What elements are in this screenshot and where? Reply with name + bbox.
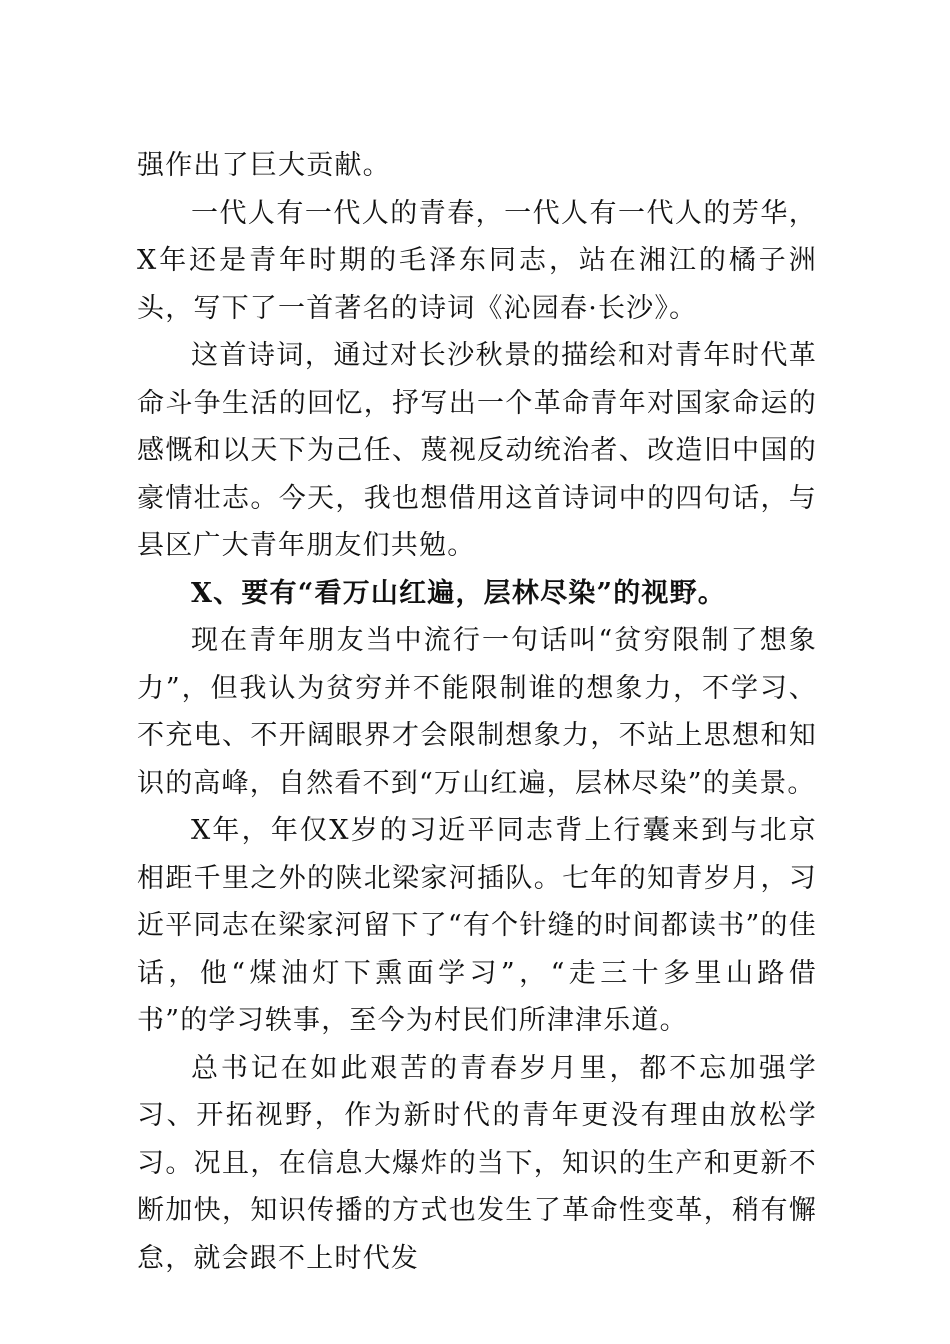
section-heading: X、要有“看万山红遍，层林尽染”的视野。 (191, 577, 727, 609)
paragraph-poem-meaning: 这首诗词，通过对长沙秋景的描绘和对青年时代革命斗争生活的回忆，抒写出一个革命青年对国家命运的感慨和以天下为己任、蔑视反动统治者、改造旧中国的豪情壮志。今天，我也想借用这首诗词中的四句话，与县区广大青年朋友们共勉。 (137, 340, 817, 561)
paragraph-imagination: 现在青年朋友当中流行一句话叫“贫穷限制了想象力”，但我认为贫穷并不能限制谁的想象力，不学习、不充电、不开阔眼界才会限制想象力，不站上思想和知识的高峰，自然看不到“万山红遍，层林尽染”的美景。 (137, 625, 817, 799)
paragraph-youth-poem: 一代人有一代人的青春，一代人有一代人的芳华，X年还是青年时期的毛泽东同志，站在湘江的橘子洲头，写下了一首著名的诗词《沁园春·长沙》。 (137, 197, 817, 324)
paragraph-continuation: 强作出了巨大贡献。 (137, 150, 391, 181)
paragraph-learning: 总书记在如此艰苦的青春岁月里，都不忘加强学习、开拓视野，作为新时代的青年更没有理由放松学习。况且，在信息大爆炸的当下，知识的生产和更新不断加快，知识传播的方式也发生了革命性变革，稍有懈怠，就会跟不上时代发 (137, 1052, 817, 1274)
paragraph-liangjiahe: X年，年仅X岁的习近平同志背上行囊来到与北京相距千里之外的陕北梁家河插队。七年的知青岁月，习近平同志在梁家河留下了“有个针缝的时间都读书”的佳话，他“煤油灯下熏面学习”，“走三十多里山路借书”的学习轶事，至今为村民们所津津乐道。 (137, 815, 817, 1036)
document-body (137, 142, 817, 1282)
